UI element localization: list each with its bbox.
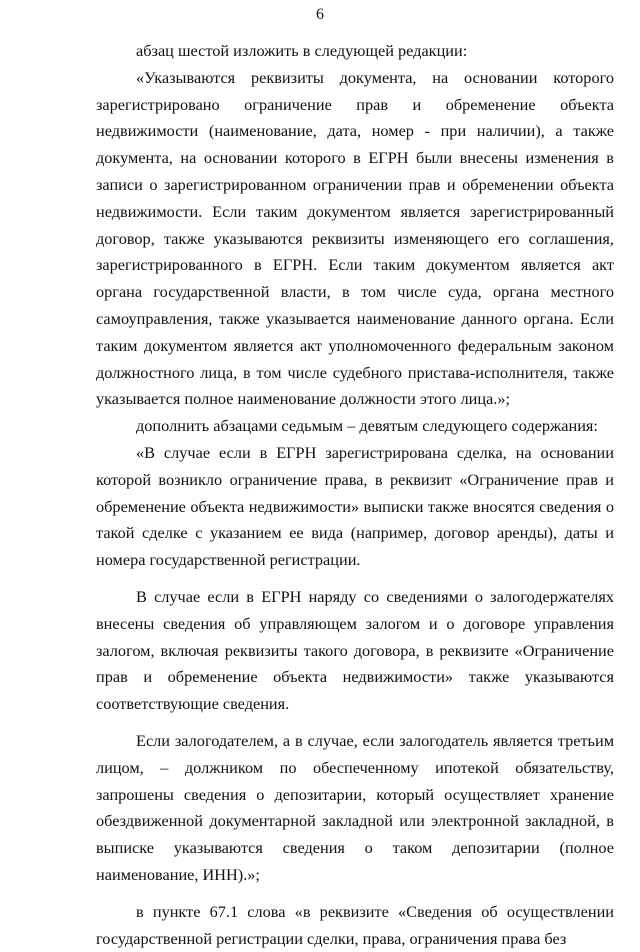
paragraph-quoted-requisites: «Указываются реквизиты документа, на основании которого зарегистрировано ограничение прав и обременение объекта недвижимости (наименование, дата, номер - при наличии), а также документа, на основании которого в ЕГРН были внесены изменения в записи о зарегистрированном ограничении прав и обременении объекта недвижимости. Если таким документом является зарегистрированный договор, также указываются реквизиты изменяющего его соглашения, зарегистрированного в ЕГРН. Если таким документом является акт органа государственной власти, в том числе суда, органа местного самоуправления, также указывается наименование данного органа. Если таким документом является акт уполномоченного федеральным законом должностного лица, в том числе судебного пристава-исполнителя, также указывается полное наименование должности этого лица.»; (96, 67, 614, 409)
paragraph-transaction-case: «В случае если в ЕГРН зарегистрирована сделка, на основании которой возникло ограничение права, в реквизит «Ограничение прав и обременение объекта недвижимости» выписки также вносятся сведения о такой сделке с указанием ее вида (например, договор аренды), даты и номера государственной регистрации. (96, 442, 614, 570)
paragraph-clause-67-1: в пункте 67.1 слова «в реквизите «Сведения об осуществлении государственной регистрации сделки, права, ограничения права без (96, 901, 614, 948)
paragraph-depository: Если залогодателем, а в случае, если залогодатель является третьим лицом, – должником по обеспеченному ипотекой обязательству, запрошены сведения о депозитарии, который осуществляет хранение обездвиженной документарной закладной или электронной закладной, в выписке указываются сведения о таком депозитарии (полное наименование, ИНН).»; (96, 730, 614, 884)
page-number: 6 (316, 6, 324, 23)
document-body (96, 38, 614, 952)
paragraph-supplement-intro: дополнить абзацами седьмым – девятым следующего содержания: (136, 416, 598, 436)
paragraph-pledge-manager: В случае если в ЕГРН наряду со сведениями о залогодержателях внесены сведения об управляющем залогом и о договоре управления залогом, включая реквизиты такого договора, в реквизите «Ограничение прав и обременение объекта недвижимости» также указываются соответствующие сведения. (96, 586, 614, 714)
paragraph-amendment-intro: абзац шестой изложить в следующей редакции: (136, 41, 468, 60)
